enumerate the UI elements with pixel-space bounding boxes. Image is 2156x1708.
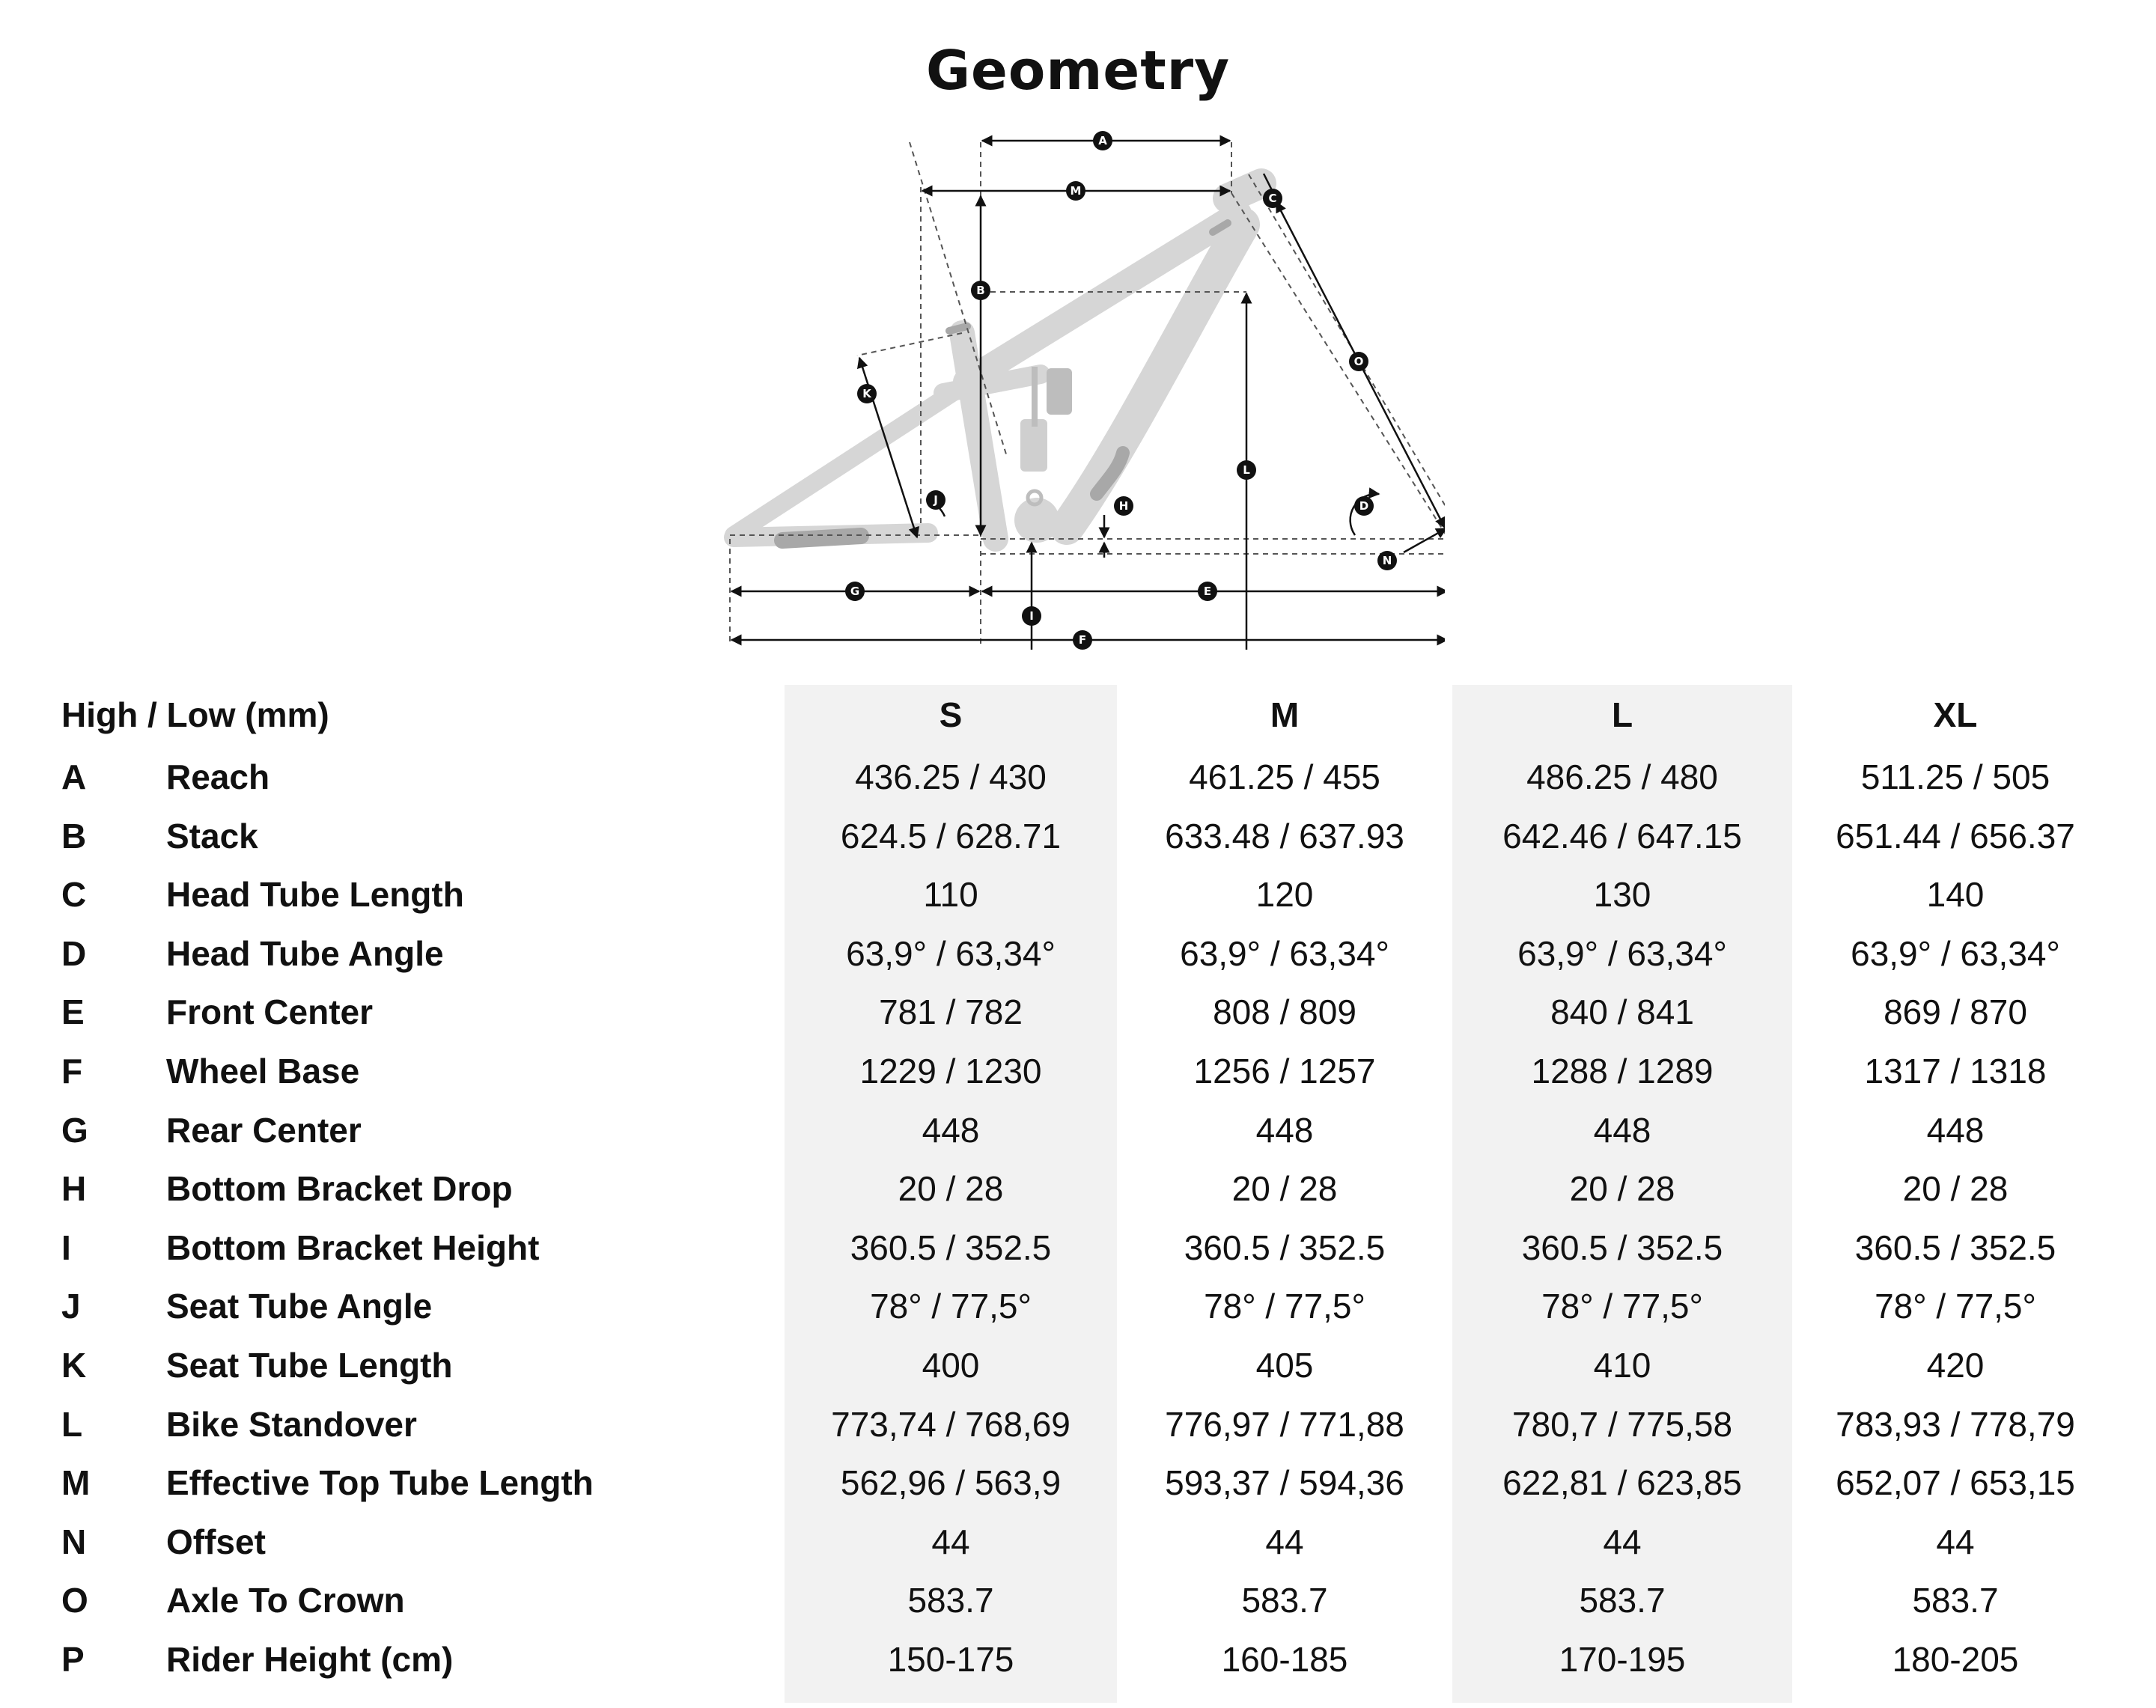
cell-m: 808 / 809 <box>1213 992 1356 1031</box>
svg-text:B: B <box>976 284 985 297</box>
cell-l: 20 / 28 <box>1569 1169 1675 1208</box>
cell-s: 562,96 / 563,9 <box>840 1463 1062 1502</box>
cell-m: 160-185 <box>1221 1640 1348 1679</box>
page-title: Geometry <box>925 39 1231 102</box>
cell-l: 583.7 <box>1579 1581 1666 1620</box>
svg-text:M: M <box>1070 184 1082 198</box>
geometry-diagram <box>711 127 1445 666</box>
row-parameter-name: Rear Center <box>166 1111 362 1150</box>
cell-l: 63,9° / 63,34° <box>1517 934 1727 973</box>
svg-text:D: D <box>1359 499 1369 513</box>
dim-j-badge <box>926 490 945 510</box>
cell-xl: 652,07 / 653,15 <box>1836 1463 2075 1502</box>
row-parameter-name: Effective Top Tube Length <box>166 1463 594 1502</box>
row-letter: J <box>61 1287 81 1326</box>
row-letter: L <box>61 1405 83 1444</box>
row-parameter-name: Bottom Bracket Height <box>166 1228 540 1267</box>
dim-n-badge <box>1377 551 1397 570</box>
svg-text:L: L <box>1243 463 1250 477</box>
cell-xl: 44 <box>1936 1522 1975 1561</box>
row-letter: M <box>61 1463 91 1502</box>
cell-l: 840 / 841 <box>1550 992 1694 1031</box>
cell-s: 63,9° / 63,34° <box>846 934 1056 973</box>
cell-l: 130 <box>1593 875 1651 914</box>
row-letter: C <box>61 875 87 914</box>
cell-m: 63,9° / 63,34° <box>1180 934 1389 973</box>
row-parameter-name: Seat Tube Length <box>166 1346 453 1385</box>
column-header-xl: XL <box>1933 695 1978 734</box>
row-parameter-name: Rider Height (cm) <box>166 1640 454 1679</box>
cell-l: 1288 / 1289 <box>1531 1052 1714 1091</box>
cell-s: 400 <box>922 1346 980 1385</box>
cell-m: 633.48 / 637.93 <box>1165 817 1404 855</box>
cell-m: 405 <box>1255 1346 1314 1385</box>
cell-s: 110 <box>923 875 978 914</box>
cell-s: 78° / 77,5° <box>870 1287 1032 1326</box>
cell-s: 436.25 / 430 <box>855 757 1047 796</box>
row-parameter-name: Bike Standover <box>166 1405 417 1444</box>
cell-m: 776,97 / 771,88 <box>1165 1405 1404 1444</box>
row-parameter-name: Front Center <box>166 992 373 1031</box>
row-letter: D <box>61 934 87 973</box>
cell-m: 360.5 / 352.5 <box>1184 1228 1386 1267</box>
cell-l: 44 <box>1603 1522 1642 1561</box>
cell-l: 622,81 / 623,85 <box>1502 1463 1742 1502</box>
cell-m: 461.25 / 455 <box>1189 757 1380 796</box>
column-header-m: M <box>1270 695 1300 734</box>
cell-l: 486.25 / 480 <box>1526 757 1718 796</box>
dim-i-badge <box>1022 606 1041 626</box>
dim-g-badge <box>845 582 865 601</box>
dim-e-badge <box>1198 582 1217 601</box>
cell-l: 410 <box>1593 1346 1651 1385</box>
row-letter: F <box>61 1052 83 1091</box>
dim-c-badge <box>1263 189 1282 208</box>
cell-s: 448 <box>922 1111 980 1150</box>
cell-m: 583.7 <box>1241 1581 1328 1620</box>
svg-text:A: A <box>1098 134 1107 147</box>
cell-l: 642.46 / 647.15 <box>1502 817 1742 855</box>
row-parameter-name: Seat Tube Angle <box>166 1287 433 1326</box>
row-letter: I <box>61 1228 71 1267</box>
row-letter: P <box>61 1640 85 1679</box>
cell-xl: 1317 / 1318 <box>1864 1052 2047 1091</box>
cell-s: 20 / 28 <box>898 1169 1004 1208</box>
row-parameter-name: Wheel Base <box>166 1052 360 1091</box>
cell-l: 448 <box>1593 1111 1651 1150</box>
dim-d-badge <box>1354 496 1374 516</box>
row-letter: A <box>61 757 87 796</box>
row-letter: N <box>61 1522 87 1561</box>
cell-xl: 651.44 / 656.37 <box>1836 817 2075 855</box>
row-parameter-name: Reach <box>166 757 270 796</box>
shock-icon <box>1020 367 1072 504</box>
cell-s: 150-175 <box>887 1640 1014 1679</box>
svg-text:F: F <box>1078 633 1087 647</box>
dim-f-badge <box>1073 630 1092 650</box>
row-parameter-name: Stack <box>166 817 258 855</box>
cell-s: 773,74 / 768,69 <box>831 1405 1071 1444</box>
cell-xl: 583.7 <box>1912 1581 1999 1620</box>
cell-s: 583.7 <box>907 1581 994 1620</box>
svg-text:G: G <box>850 585 860 598</box>
dim-a-badge <box>1093 131 1112 150</box>
row-letter: K <box>61 1346 87 1385</box>
row-parameter-name: Head Tube Length <box>166 875 464 914</box>
column-header-l: L <box>1611 695 1633 734</box>
cell-xl: 869 / 870 <box>1884 992 2027 1031</box>
cell-xl: 20 / 28 <box>1902 1169 2009 1208</box>
cell-xl: 63,9° / 63,34° <box>1851 934 2060 973</box>
cell-s: 44 <box>931 1522 970 1561</box>
table-header-label: High / Low (mm) <box>61 695 329 734</box>
cell-xl: 360.5 / 352.5 <box>1854 1228 2056 1267</box>
cell-xl: 78° / 77,5° <box>1875 1287 2036 1326</box>
cell-xl: 448 <box>1926 1111 1985 1150</box>
svg-text:C: C <box>1268 192 1277 205</box>
dim-b-badge <box>971 281 990 300</box>
row-parameter-name: Axle To Crown <box>166 1581 405 1620</box>
cell-l: 360.5 / 352.5 <box>1521 1228 1723 1267</box>
svg-text:J: J <box>934 493 938 507</box>
cell-l: 780,7 / 775,58 <box>1511 1405 1733 1444</box>
cell-m: 44 <box>1265 1522 1304 1561</box>
cell-xl: 420 <box>1926 1346 1985 1385</box>
cell-m: 593,37 / 594,36 <box>1165 1463 1404 1502</box>
svg-text:H: H <box>1118 499 1129 513</box>
svg-text:K: K <box>862 387 871 400</box>
cell-m: 78° / 77,5° <box>1204 1287 1365 1326</box>
dim-k-badge <box>857 384 877 403</box>
cell-s: 360.5 / 352.5 <box>850 1228 1052 1267</box>
svg-text:O: O <box>1353 355 1364 368</box>
cell-l: 78° / 77,5° <box>1541 1287 1703 1326</box>
cell-xl: 180-205 <box>1892 1640 2019 1679</box>
cell-xl: 511.25 / 505 <box>1860 757 2050 796</box>
cell-s: 624.5 / 628.71 <box>840 817 1062 855</box>
dim-h-badge <box>1114 496 1133 516</box>
row-letter: H <box>61 1169 87 1208</box>
cell-s: 781 / 782 <box>879 992 1023 1031</box>
row-letter: G <box>61 1111 88 1150</box>
svg-text:I: I <box>1029 609 1034 623</box>
dim-m-badge <box>1066 181 1085 201</box>
cell-xl: 783,93 / 778,79 <box>1836 1405 2075 1444</box>
column-header-s: S <box>939 695 963 734</box>
cell-m: 120 <box>1255 875 1314 914</box>
row-letter: B <box>61 817 87 855</box>
cell-l: 170-195 <box>1559 1640 1686 1679</box>
svg-text:N: N <box>1382 554 1392 567</box>
svg-text:E: E <box>1203 585 1212 598</box>
dim-l-badge <box>1237 460 1256 480</box>
row-letter: O <box>61 1581 88 1620</box>
cell-m: 1256 / 1257 <box>1193 1052 1376 1091</box>
row-parameter-name: Head Tube Angle <box>166 934 444 973</box>
cell-m: 448 <box>1255 1111 1314 1150</box>
bike-frame-icon <box>734 183 1261 543</box>
row-letter: E <box>61 992 85 1031</box>
cell-xl: 140 <box>1926 875 1985 914</box>
row-parameter-name: Offset <box>166 1522 266 1561</box>
cell-s: 1229 / 1230 <box>859 1052 1042 1091</box>
cell-m: 20 / 28 <box>1231 1169 1338 1208</box>
row-parameter-name: Bottom Bracket Drop <box>166 1169 513 1208</box>
dim-o-badge <box>1349 352 1368 371</box>
